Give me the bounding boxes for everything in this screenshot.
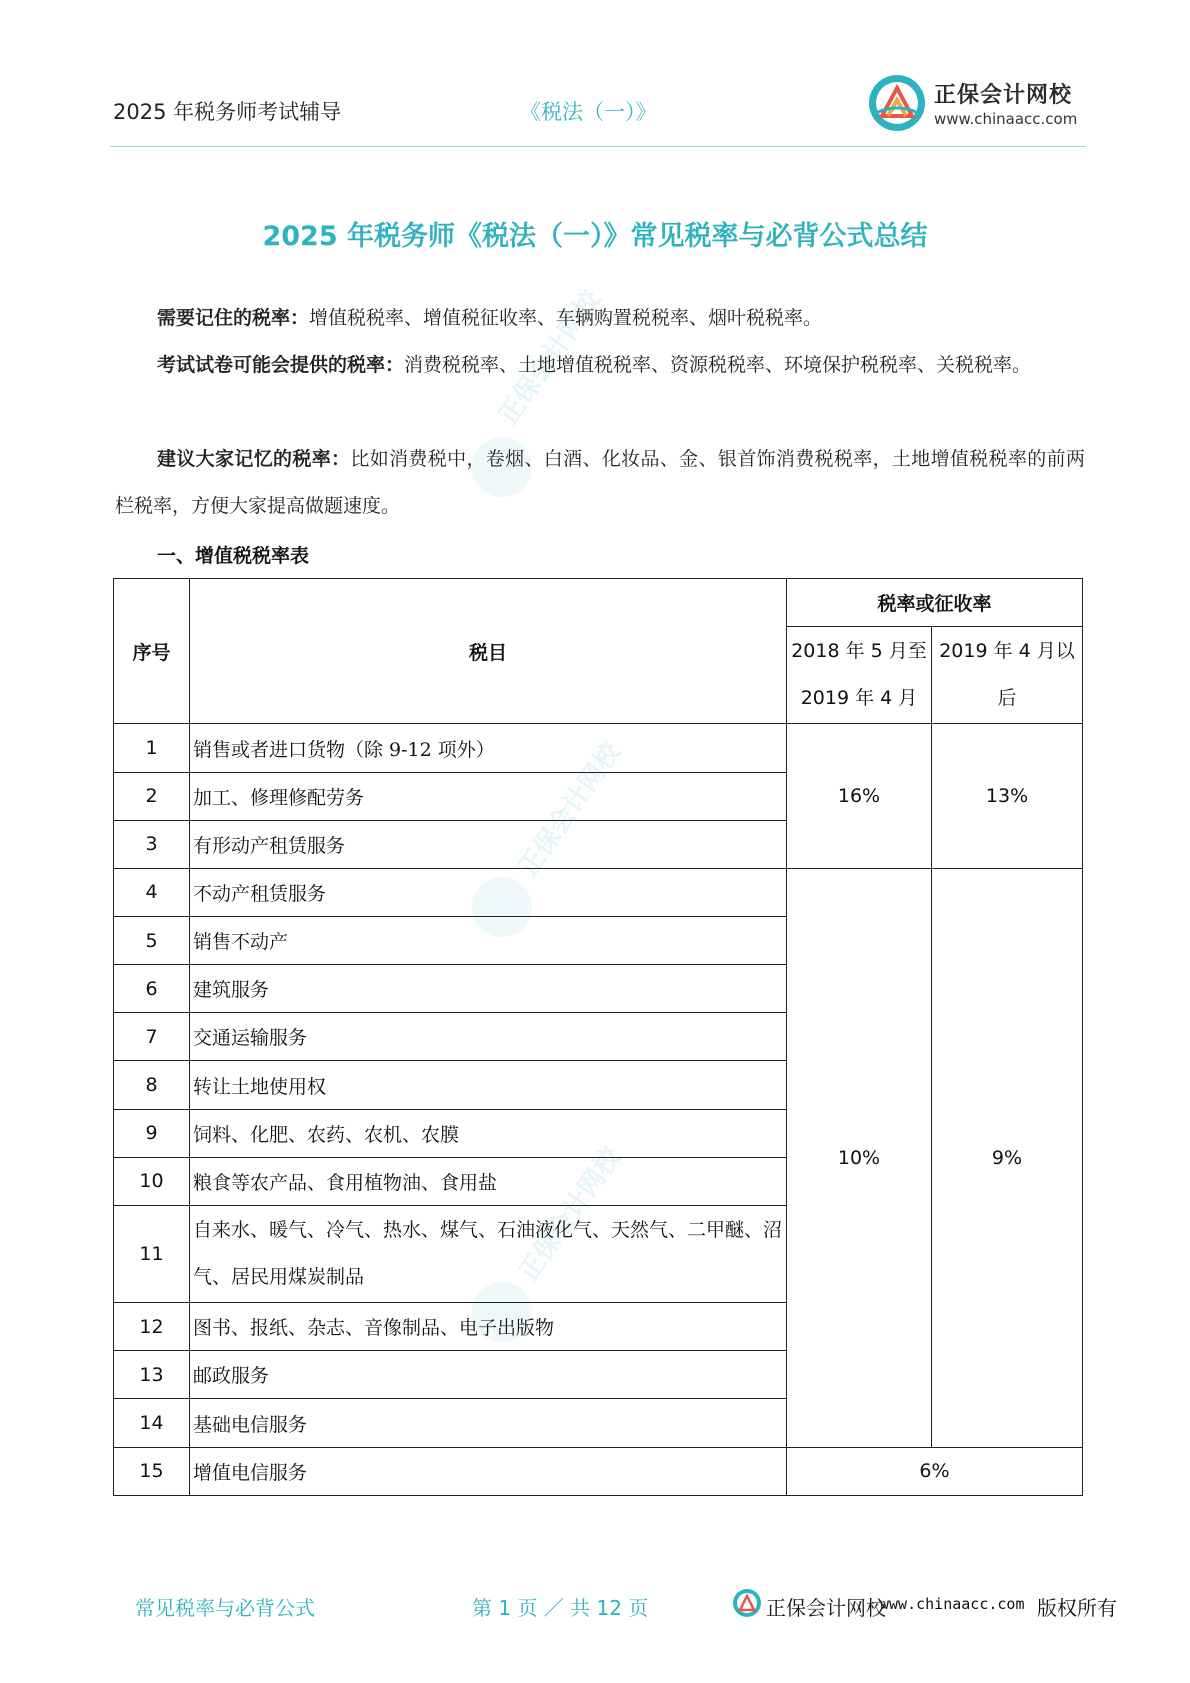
table-row [114, 1447, 1083, 1495]
rate-old-group-2: 10% [787, 868, 932, 1447]
footer-url: www.chinaacc.com [880, 1595, 1025, 1613]
paragraph-suggested-rates [115, 436, 1085, 530]
watermark-text: 正保会计网校 [513, 737, 628, 883]
row-item: 基础电信服务 [190, 1399, 787, 1447]
row-no: 4 [114, 868, 190, 916]
rate-new-group-1: 13% [932, 724, 1083, 868]
row-item: 饲料、化肥、农药、农机、农膜 [190, 1109, 787, 1157]
header-subject: 《税法（一）》 [520, 100, 657, 124]
header-no: 序号 [114, 579, 190, 724]
paragraph-label: 需要记住的税率： [157, 307, 310, 329]
logo-url-text: www.chinaacc.com [934, 110, 1078, 128]
row-item: 不动产租赁服务 [190, 868, 787, 916]
rate-new-group-2: 9% [932, 868, 1083, 1447]
table-row [114, 724, 1083, 772]
footer-brand: 正保会计网校 [766, 1596, 886, 1620]
header-period-1 [787, 627, 932, 724]
row-no: 5 [114, 917, 190, 965]
header-rate: 税率或征收率 [787, 579, 1083, 627]
header-period-1-line2: 2019 年 4 月 [800, 687, 918, 710]
header-period-1-line1: 2018 年 5 月至 [791, 640, 927, 663]
row-no: 10 [114, 1157, 190, 1205]
row-item: 图书、报纸、杂志、音像制品、电子出版物 [190, 1303, 787, 1351]
footer-logo-icon [732, 1588, 762, 1618]
table-row [114, 868, 1083, 916]
footer-doc-name: 常见税率与必背公式 [135, 1596, 315, 1620]
header-divider [110, 146, 1086, 147]
header-logo [868, 72, 1088, 134]
paragraph-text: 消费税税率、土地增值税税率、资源税税率、环境保护税税率、关税税率。 [404, 354, 1032, 376]
row-item: 自来水、暖气、冷气、热水、煤气、石油液化气、天然气、二甲醚、沼气、居民用煤炭制品 [190, 1205, 787, 1302]
footer-page-number: 第 1 页 ／ 共 12 页 [472, 1596, 649, 1620]
paragraph-text: 增值税税率、增值税征收率、车辆购置税税率、烟叶税税率。 [309, 307, 823, 329]
row-no: 12 [114, 1303, 190, 1351]
row-no: 13 [114, 1351, 190, 1399]
header-doc-series: 2025 年税务师考试辅导 [113, 100, 342, 124]
row-no: 1 [114, 724, 190, 772]
footer-rights: 版权所有 [1037, 1596, 1117, 1620]
logo-brand-text: 正保会计网校 [934, 83, 1073, 108]
paragraph-provided-rates [115, 342, 1085, 389]
row-item: 建筑服务 [190, 965, 787, 1013]
header-period-2-line2: 后 [997, 687, 1017, 710]
row-item: 邮政服务 [190, 1351, 787, 1399]
logo-mark-icon [868, 74, 926, 132]
header-period-2-line1: 2019 年 4 月以 [939, 640, 1075, 663]
page-title: 2025 年税务师《税法（一）》常见税率与必背公式总结 [262, 221, 928, 252]
row-no: 14 [114, 1399, 190, 1447]
rate-old-group-1: 16% [787, 724, 932, 868]
paragraph-text: 比如消费税中，卷烟、白酒、化妆品、金、银首饰消费税税率，土地增值税税率的前两栏税率，方便大家提高做题速度。 [115, 448, 1085, 517]
paragraph-must-remember [115, 295, 1085, 342]
header-period-2 [932, 627, 1083, 724]
watermark-text: 正保会计网校 [513, 1142, 628, 1288]
row-no: 2 [114, 772, 190, 820]
row-no: 7 [114, 1013, 190, 1061]
row-item: 销售或者进口货物（除 9-12 项外） [190, 724, 787, 772]
row-item: 增值电信服务 [190, 1447, 787, 1495]
row-item: 转让土地使用权 [190, 1061, 787, 1109]
rate-group-3: 6% [787, 1447, 1083, 1495]
row-no: 8 [114, 1061, 190, 1109]
row-item: 粮食等农产品、食用植物油、食用盐 [190, 1157, 787, 1205]
row-no: 9 [114, 1109, 190, 1157]
row-item: 销售不动产 [190, 917, 787, 965]
header-item: 税目 [190, 579, 787, 724]
row-no: 15 [114, 1447, 190, 1495]
row-no: 11 [114, 1205, 190, 1302]
row-no: 3 [114, 820, 190, 868]
watermark-text: 正保会计网校 [493, 285, 608, 431]
section-title: 一、增值税税率表 [157, 545, 310, 567]
vat-rate-table [113, 578, 1083, 1496]
row-item: 有形动产租赁服务 [190, 820, 787, 868]
paragraph-label: 考试试卷可能会提供的税率： [157, 354, 405, 376]
row-item: 交通运输服务 [190, 1013, 787, 1061]
row-no: 6 [114, 965, 190, 1013]
row-item: 加工、修理修配劳务 [190, 772, 787, 820]
paragraph-label: 建议大家记忆的税率： [157, 448, 351, 470]
